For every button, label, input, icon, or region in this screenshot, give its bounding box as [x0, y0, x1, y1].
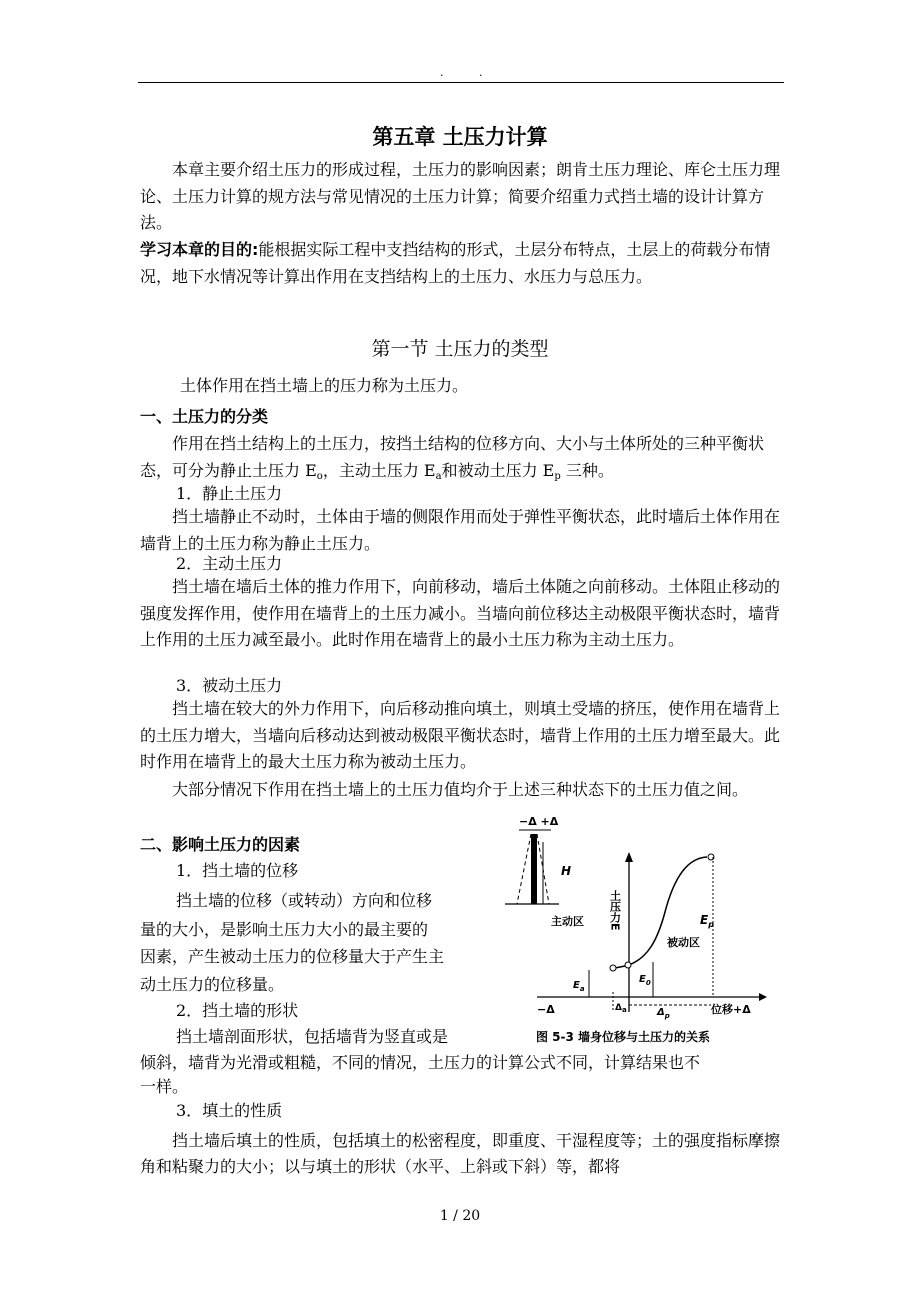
factor3-title: 3．填土的性质	[176, 1101, 283, 1120]
fig-x-arrow	[759, 993, 767, 1001]
classify-text-d: 三种。	[560, 460, 614, 480]
fig-wall	[531, 834, 537, 904]
fig-ea-main: E	[573, 980, 580, 991]
page-number: 1 / 20	[439, 1208, 481, 1224]
fig-ep-sub: p	[708, 920, 714, 929]
chapter-title: 第五章 土压力计算	[372, 125, 548, 149]
item3-title: 3．被动土压力	[176, 676, 283, 695]
header-rule	[138, 82, 784, 83]
fig-da-sub: a	[621, 1006, 627, 1014]
fig-label-da	[615, 1003, 627, 1014]
fig-dp-main: Δ	[657, 1007, 665, 1018]
fig-label-ep	[700, 913, 714, 929]
item3-text: 挡土墙在较大的外力作用下，向后移动推向填土，则填土受墙的挤压，使作用在墙背上的土压力增大，当墙向后移动达到被动极限平衡状态时，墙背上作用的土压力增至最大。此时作用在墙背上的最大土压力称为被动土压力。	[140, 699, 781, 771]
header-dots: . .	[440, 66, 499, 79]
figure-wall-displacement	[497, 812, 783, 1050]
heading-classification: 一、土压力的分类	[140, 407, 269, 426]
fig-label-e0	[639, 974, 651, 987]
goal-text: 能根据实际工程中支挡结构的形式，土层分布特点，土层上的荷载分布情况，地下水情况等计算出作用在支挡结构上的土压力、水压力与总压力。	[140, 240, 771, 286]
section-title: 第一节 土压力的类型	[371, 338, 549, 360]
goal-label: 学习本章的目的:	[140, 240, 259, 259]
fig-label-xneg: −Δ	[537, 1003, 555, 1016]
factor1-line4: 动土压力的位移量。	[140, 975, 285, 994]
fig-e0-sub: 0	[645, 979, 651, 987]
sub-a: a	[435, 470, 442, 482]
fig-curve-start	[615, 966, 625, 968]
factor1-line1: 挡土墙的位移（或转动）方向和位移	[176, 891, 433, 910]
factor2-title: 2．挡土墙的形状	[176, 1001, 299, 1020]
classify-text-b: ，主动土压力 E	[322, 460, 436, 480]
factor2-line1: 挡土墙剖面形状，包括墙背为竖直或是	[176, 1027, 449, 1046]
fig-wall-tilt-neg	[517, 834, 531, 904]
fig-label-yaxis: 土压力E	[608, 890, 622, 931]
fig-ea-sub: a	[579, 985, 585, 993]
figure-caption: 图 5-3 墙身位移与土压力的关系	[536, 1030, 711, 1044]
intro-paragraph: 本章主要介绍土压力的形成过程，土压力的影响因素；朗肯土压力理论、库仑土压力理论、土压力计算的规方法与常见情况的土压力计算；简要介绍重力式挡土墙的设计计算方法。	[140, 160, 781, 232]
item2-text: 挡土墙在墙后土体的推力作用下，向前移动，墙后土体随之向前移动。土体阻止移动的强度发挥作用，使作用在墙背上的土压力减小。当墙向前位移达主动极限平衡状态时，墙背上作用的土压力减至最小。此时作用在墙背上的最小土压力称为主动土压力。	[140, 577, 781, 649]
classify-text-c: 和被动土压力 E	[441, 460, 555, 480]
fig-label-top: −Δ +Δ	[519, 815, 559, 828]
factor3-text: 挡土墙后填土的性质，包括填土的松密程度，即重度、干湿程度等；土的强度指标摩擦角和粘聚力的大小；以与填土的形状（水平、上斜或下斜）等，都将	[140, 1131, 781, 1176]
fig-label-dp	[656, 1007, 670, 1020]
goal-paragraph	[140, 237, 784, 290]
fig-label-xpos: 位移+Δ	[711, 1003, 751, 1016]
factor2-line3: 一样。	[140, 1077, 189, 1096]
item2-title: 2．主动土压力	[176, 554, 283, 573]
fig-point-active	[610, 965, 616, 971]
definition-text: 土体作用在挡土墙上的压力称为土压力。	[180, 376, 469, 395]
fig-da-main: Δ	[615, 1003, 622, 1013]
item1-text: 挡土墙静止不动时，土体由于墙的侧限作用而处于弹性平衡状态，此时墙后土体作用在墙背上的土压力称为静止土压力。	[140, 507, 781, 553]
factor1-title: 1．挡土墙的位移	[176, 861, 299, 880]
fig-e0-main: E	[639, 974, 646, 985]
summary-text: 大部分情况下作用在挡土墙上的土压力值均介于上述三种状态下的土压力值之间。	[172, 780, 749, 799]
fig-label-ea	[573, 980, 585, 993]
factor2-line2: 倾斜，墙背为光滑或粗糙，不同的情况，土压力的计算公式不同，计算结果也不	[140, 1053, 701, 1072]
sub-o: o	[316, 470, 323, 482]
classify-text-a: 作用在挡土结构上的土压力，按挡土结构的位移方向、大小与土体所处的三种平衡状态，可分为静止土压力 E	[140, 434, 765, 480]
fig-ep-main: E	[700, 913, 709, 927]
heading-factors: 二、影响土压力的因素	[140, 835, 301, 854]
fig-point-rest	[625, 962, 631, 968]
factor1-line3: 因素，产生被动土压力的位移量大于产生主	[140, 947, 445, 966]
fig-dp-sub: p	[664, 1012, 670, 1020]
item1-title: 1．静止土压力	[176, 484, 283, 503]
fig-label-active: 主动区	[551, 915, 584, 928]
factor1-line2: 量的大小，是影响土压力大小的最主要的	[140, 920, 429, 939]
sub-p: p	[554, 470, 561, 482]
fig-label-passive: 被动区	[667, 936, 700, 949]
fig-y-arrow	[625, 852, 633, 862]
fig-label-H: H	[561, 864, 572, 878]
